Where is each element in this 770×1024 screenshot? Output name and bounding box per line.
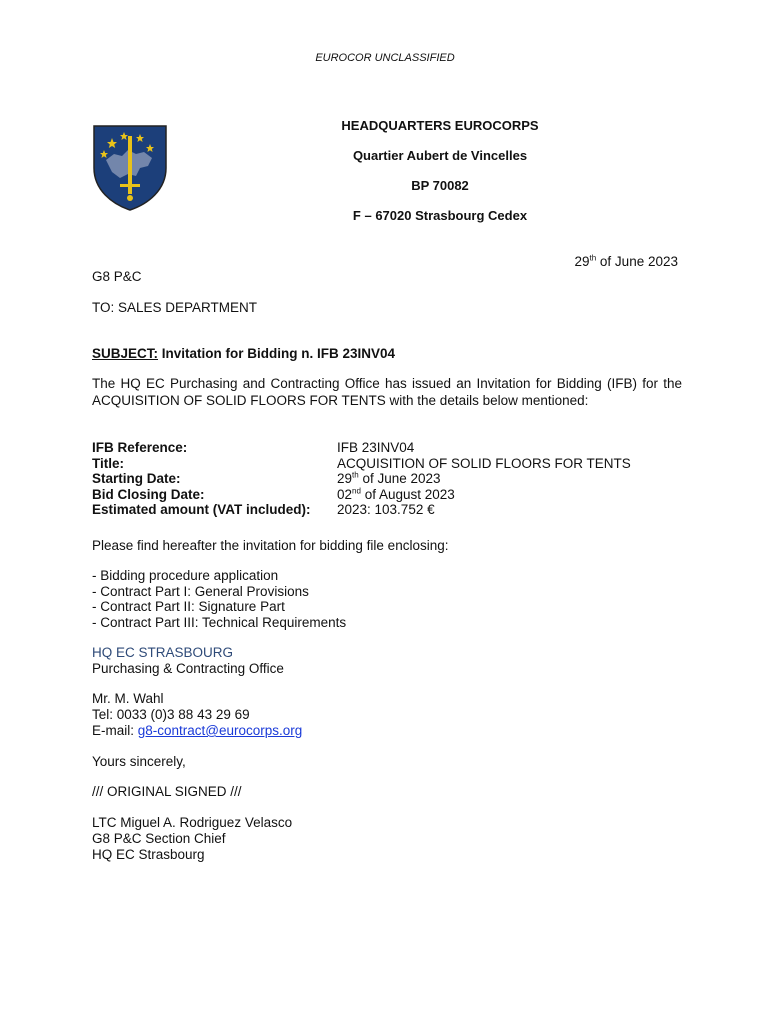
detail-row-starting-date: Starting Date: 29th of June 2023	[92, 470, 441, 487]
hq-name: HEADQUARTERS EUROCORPS	[341, 118, 539, 133]
classification-marking: EUROCOR UNCLASSIFIED	[315, 52, 455, 64]
signer-role: G8 P&C Section Chief	[92, 831, 226, 846]
closing-greeting: Yours sincerely,	[92, 754, 186, 769]
detail-row-amount: Estimated amount (VAT included): 2023: 103.752 €	[92, 502, 435, 518]
email-link[interactable]: g8-contract@eurocorps.org	[137, 723, 303, 738]
list-item: - Contract Part I: General Provisions	[92, 583, 309, 599]
sender-section: G8 P&C	[92, 269, 142, 284]
contact-phone: Tel: 0033 (0)3 88 43 29 69	[92, 707, 250, 722]
contact-office: Purchasing & Contracting Office	[92, 661, 284, 676]
ifb-details	[92, 440, 631, 518]
signed-marker: /// ORIGINAL SIGNED ///	[92, 784, 242, 799]
detail-row-reference: IFB Reference: IFB 23INV04	[92, 440, 415, 455]
list-item: - Contract Part II: Signature Part	[92, 599, 285, 615]
contact-email-line: E-mail: g8-contract@eurocorps.org	[92, 723, 303, 738]
subject-text: Invitation for Bidding n. IFB 23INV04	[158, 346, 396, 361]
subject-label: SUBJECT:	[92, 346, 159, 361]
detail-row-closing-date: Bid Closing Date: 02nd of August 2023	[92, 486, 455, 502]
list-item: - Bidding procedure application	[92, 568, 279, 583]
hq-address-line-2: BP 70082	[411, 178, 469, 193]
hq-address-line-1: Quartier Aubert de Vincelles	[352, 148, 528, 163]
detail-row-title: Title: ACQUISITION OF SOLID FLOORS FOR TENTS	[92, 455, 631, 471]
list-item: - Contract Part III: Technical Requirements	[92, 614, 347, 630]
signer-name: LTC Miguel A. Rodriguez Velasco	[92, 815, 293, 830]
signer-unit: HQ EC Strasbourg	[92, 847, 205, 862]
enclosure-list	[92, 568, 346, 630]
subject-line	[92, 346, 395, 361]
eurocorps-crest-icon	[92, 124, 168, 212]
enclosing-intro: Please find hereafter the invitation for bidding file enclosing:	[92, 538, 449, 553]
hq-address-line-3: F – 67020 Strasbourg Cedex	[352, 208, 528, 223]
letter-date: 29th of June 2023	[574, 253, 678, 269]
contact-name: Mr. M. Wahl	[92, 691, 164, 706]
intro-paragraph: The HQ EC Purchasing and Contracting Office has issued an Invitation for Bidding (IFB) for the ACQUISITION OF SOLID FLOORS FOR TENTS with the details below mentioned:	[92, 376, 682, 408]
contact-org: HQ EC STRASBOURG	[92, 645, 234, 660]
recipient: TO: SALES DEPARTMENT	[92, 300, 258, 315]
